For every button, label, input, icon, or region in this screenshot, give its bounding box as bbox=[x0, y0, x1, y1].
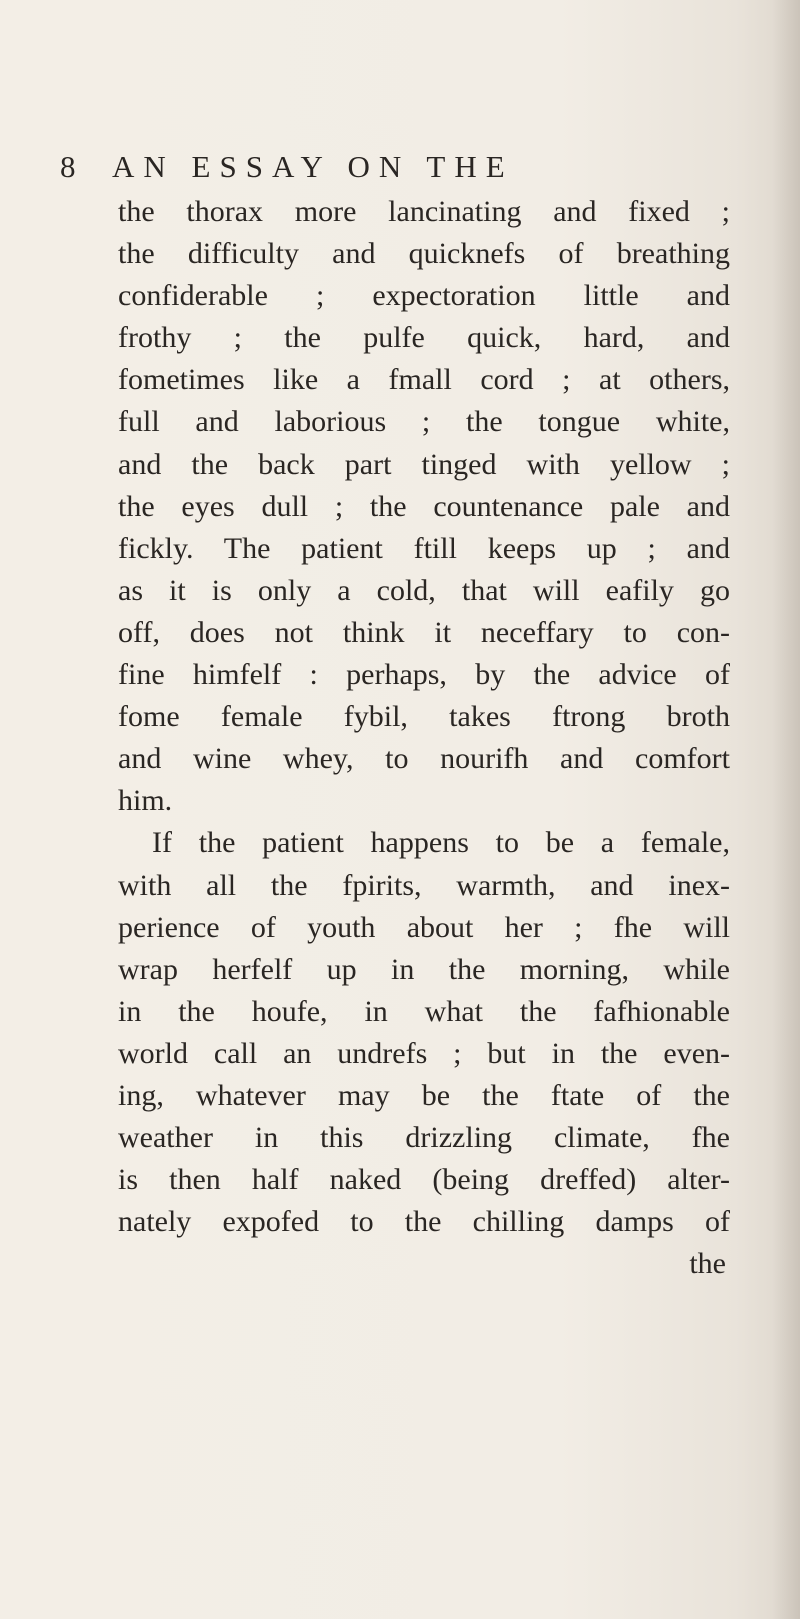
text-line: perience of youth about her ; fhe will bbox=[118, 910, 730, 944]
text-line: the eyes dull ; the countenance pale and bbox=[118, 489, 730, 523]
text-line: wrap herfelf up in the morning, while bbox=[118, 952, 730, 986]
text-line: full and laborious ; the tongue white, bbox=[118, 405, 730, 439]
page-number: 8 bbox=[60, 149, 76, 184]
text-line: fome female fybil, takes ftrong broth bbox=[118, 700, 730, 734]
running-head bbox=[60, 146, 620, 188]
text-line: If the patient happens to be a female, bbox=[152, 826, 730, 860]
text-line: fine himfelf : perhaps, by the advice of bbox=[118, 658, 730, 692]
text-line: in the houfe, in what the fafhionable bbox=[118, 994, 730, 1028]
text-line: the thorax more lancinating and fixed ; bbox=[118, 195, 730, 228]
catchword: the bbox=[689, 1247, 726, 1281]
text-line: nately expofed to the chilling damps of bbox=[118, 1205, 730, 1239]
text-line: with all the fpirits, warmth, and inex- bbox=[118, 868, 730, 902]
running-head-title: AN ESSAY ON THE bbox=[112, 149, 514, 184]
text-line: frothy ; the pulfe quick, hard, and bbox=[118, 321, 730, 355]
text-line: confiderable ; expectoration little and bbox=[118, 279, 730, 313]
text-line: and the back part tinged with yellow ; bbox=[118, 447, 730, 481]
text-line: the difficulty and quicknefs of breathing bbox=[118, 237, 730, 271]
text-line: fickly. The patient ftill keeps up ; and bbox=[118, 531, 730, 565]
text-line: is then half naked (being dreffed) alter- bbox=[118, 1163, 730, 1197]
page-edge-shadow bbox=[772, 0, 800, 1619]
text-line: weather in this drizzling climate, fhe bbox=[118, 1121, 730, 1155]
text-line: off, does not think it neceffary to con- bbox=[118, 615, 730, 649]
text-line: fometimes like a fmall cord ; at others, bbox=[118, 363, 730, 397]
body-text bbox=[118, 191, 730, 1285]
text-line: as it is only a cold, that will eafily go bbox=[118, 573, 730, 607]
text-line: him. bbox=[118, 784, 173, 818]
text-line: ing, whatever may be the ftate of the bbox=[118, 1078, 730, 1112]
text-line: and wine whey, to nourifh and comfort bbox=[118, 742, 730, 776]
text-line: world call an undrefs ; but in the even- bbox=[118, 1036, 730, 1070]
